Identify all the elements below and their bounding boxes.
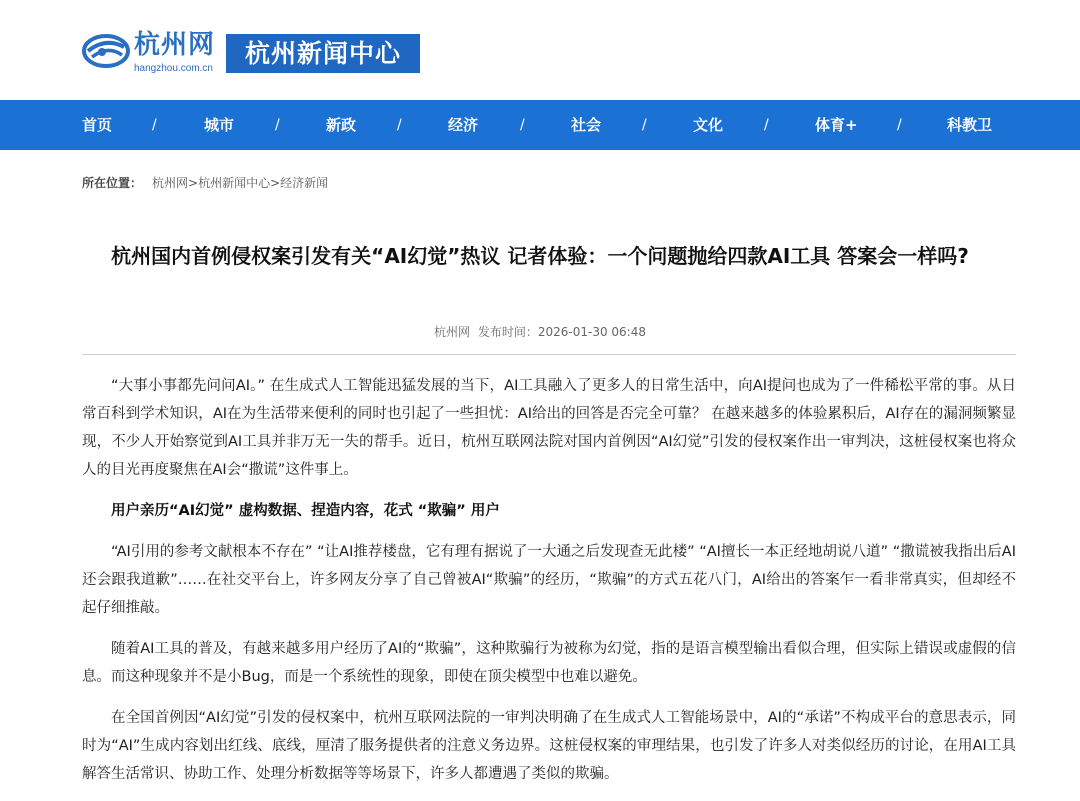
nav-item-city[interactable]: 城市	[204, 116, 235, 134]
nav-item-economy[interactable]: 经济	[448, 116, 479, 134]
site-domain-text: hangzhou.com.cn	[134, 63, 213, 74]
article-paragraph: “大事小事都先问问AI。” 在生成式人工智能迅猛发展的当下，AI工具融入了更多人的日常生活中，向AI提问也成为了一件稀松平常的事。从日常百科到学术知识，AI在为生活带来便利的同时也引起了一些担忧：AI给出的回答是否完全可靠？ 在越来越多的体验累积后，AI存在的漏洞频繁显现，不少人开始察觉到AI工具并非万无一失的帮手。近日，杭州互联网法院对国内首例因“AI幻觉”引发的侵权案作出一审判决，这桩侵权案也将众人的目光再度聚焦在AI会“撒谎”这件事上。	[82, 378, 1016, 478]
nav-separator: /	[764, 117, 769, 133]
nav-item-home[interactable]: 首页	[82, 116, 113, 134]
site-header	[0, 0, 1080, 100]
breadcrumb	[82, 174, 328, 192]
nav-separator: /	[152, 117, 157, 133]
article-publish-time: 发布时间：2026-01-30 06:48	[477, 325, 646, 339]
nav-item-culture[interactable]: 文化	[693, 116, 724, 134]
article-body	[82, 372, 1016, 801]
article-paragraph: 在全国首例因“AI幻觉”引发的侵权案中，杭州互联网法院的一审判决明确了在生成式人工智能场景中，AI的“承诺”不构成平台的意思表示，同时为“AI”生成内容划出红线、底线，厘清了服务提供者的注意义务边界。这桩侵权案的审理结果，也引发了许多人对类似经历的讨论，在用AI工具解答生活常识、协助工作、处理分析数据等等场景下，许多人都遭遇了类似的欺骗。	[82, 710, 1016, 782]
article-subheading: 用户亲历“AI幻觉” 虚构数据、捏造内容，花式 “欺骗” 用户	[111, 503, 500, 519]
article-meta	[0, 323, 1080, 341]
article-paragraph: “AI引用的参考文献根本不存在” “让AI推荐楼盘，它有理有据说了一大通之后发现查无此楼” “AI擅长一本正经地胡说八道” “撒谎被我指出后AI还会跟我道歉”……在社交平台上，许多网友分享了自己曾被AI“欺骗”的经历，“欺骗”的方式五花八门，AI给出的答案乍一看非常真实，但却经不起仔细推敲。	[82, 544, 1016, 616]
breadcrumb-path[interactable]: 杭州网>杭州新闻中心>经济新闻	[152, 176, 329, 190]
nav-separator: /	[520, 117, 525, 133]
nav-item-society[interactable]: 社会	[571, 116, 602, 134]
channel-title[interactable]: 杭州新闻中心	[226, 34, 420, 73]
nav-item-sports[interactable]: 体育+	[815, 116, 858, 134]
title-divider	[82, 354, 1016, 355]
nav-separator: /	[397, 117, 402, 133]
article-title: 杭州国内首例侵权案引发有关“AI幻觉”热议 记者体验：一个问题抛给四款AI工具 答案会一样吗?	[111, 244, 969, 269]
nav-item-science-education-health[interactable]: 科教卫	[947, 116, 993, 134]
breadcrumb-label: 所在位置：	[82, 176, 143, 190]
hangzhou-logo-icon[interactable]	[82, 33, 130, 69]
article-paragraph: 随着AI工具的普及，有越来越多用户经历了AI的“欺骗”，这种欺骗行为被称为幻觉，指的是语言模型输出看似合理，但实际上错误或虚假的信息。而这种现象并不是小Bug，而是一个系统性的现象，即使在顶尖模型中也难以避免。	[82, 641, 1016, 685]
main-nav	[0, 100, 1080, 150]
nav-separator: /	[275, 117, 280, 133]
nav-separator: /	[897, 117, 902, 133]
nav-separator: /	[642, 117, 647, 133]
nav-item-policy[interactable]: 新政	[326, 116, 357, 134]
article-source: 杭州网	[434, 325, 471, 339]
site-logo-text[interactable]: 杭州网	[134, 30, 216, 60]
